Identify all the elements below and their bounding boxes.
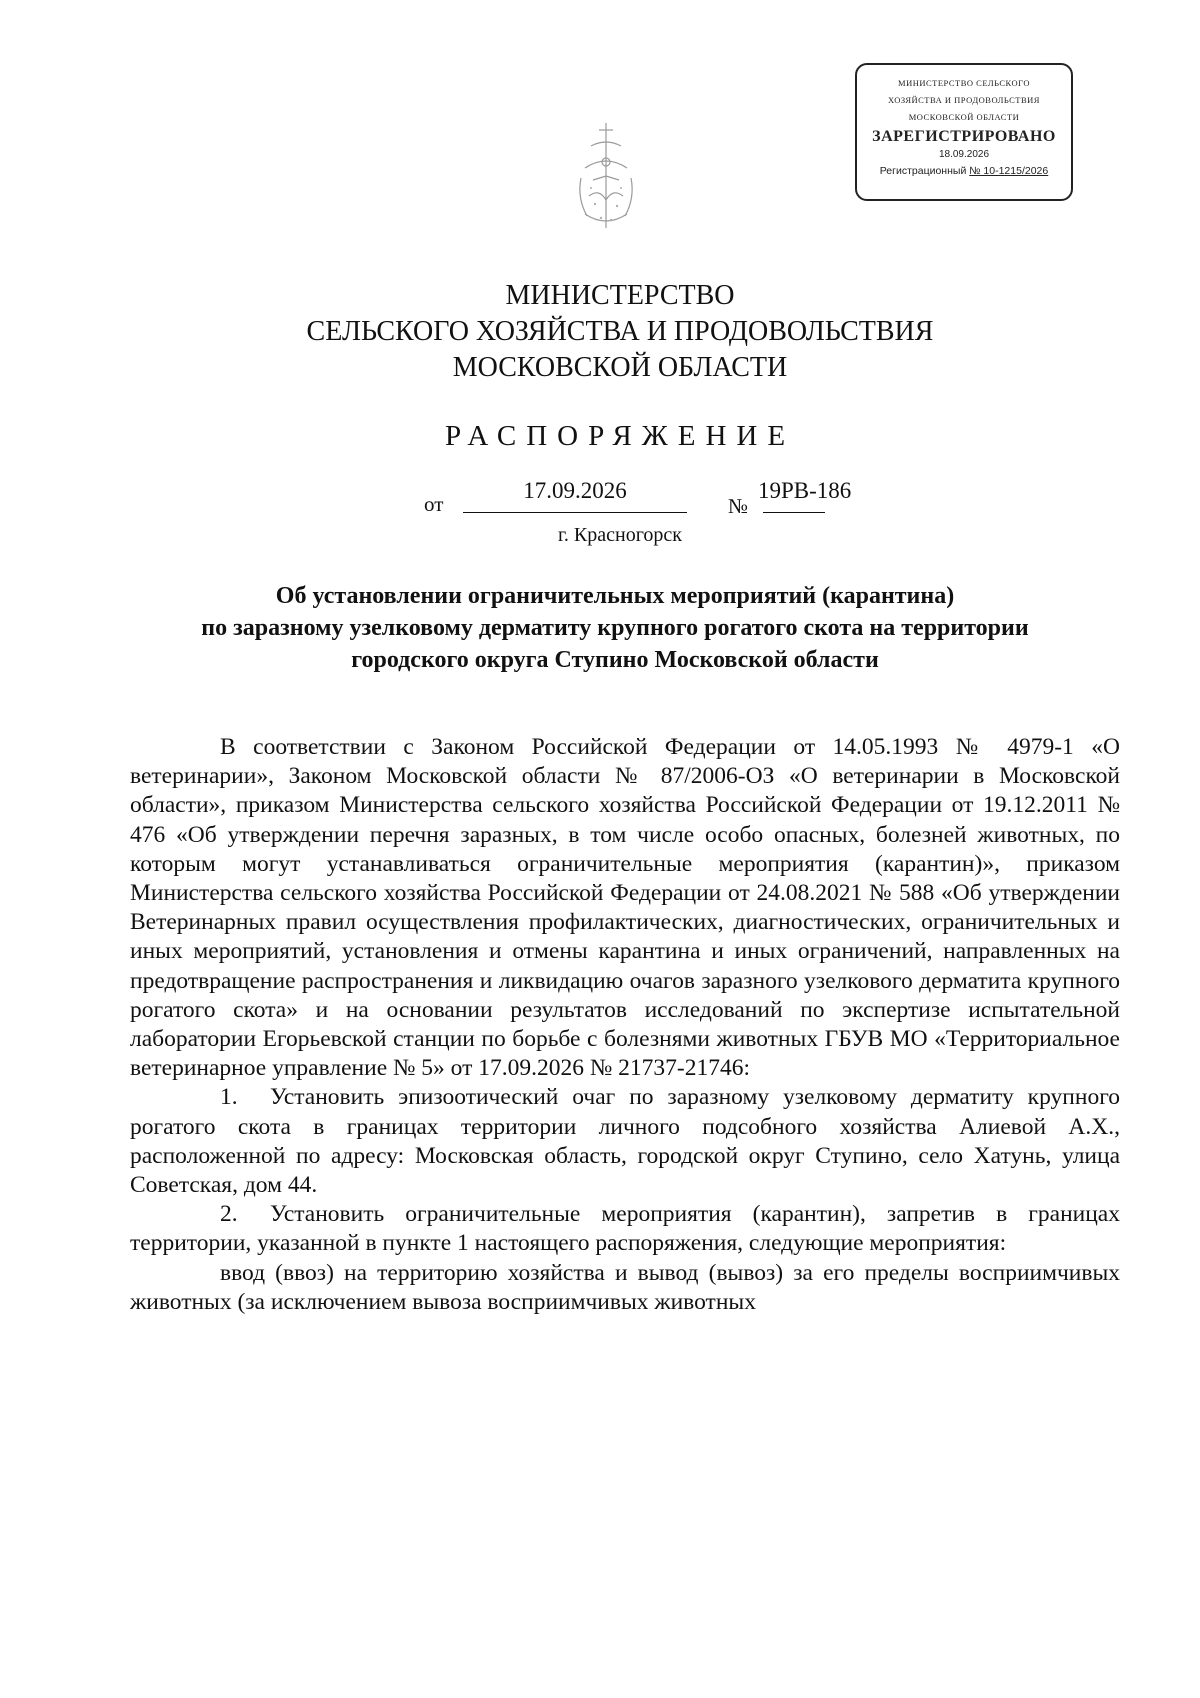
stamp-date: 18.09.2026 bbox=[938, 149, 990, 160]
subject-line: по заразному узелковому дерматиту крупного рогатого скота на территории bbox=[201, 615, 1029, 641]
subject-line: городского округа Ступино Московской области bbox=[351, 647, 879, 673]
ministry-line: МИНИСТЕРСТВО bbox=[505, 280, 735, 311]
item-2-sub-paragraph: ввод (ввоз) на территорию хозяйства и вывод (вывоз) за его пределы восприимчивых животных (за исключением вывоза восприимчивых животных bbox=[130, 1259, 1120, 1315]
item-text: Установить эпизоотический очаг по заразному узелковому дерматиту крупного рогатого скота в границах территории личного подсобного хозяйства Алиевой А.Х., расположенной по адресу: Московская область, городской округ Ступино, село Хатунь, улица Советская, дом 44. bbox=[130, 1084, 1120, 1199]
stamp-reg-number: № 10-1215/2026 bbox=[969, 165, 1049, 177]
document-number: 19РВ-186 bbox=[758, 478, 852, 503]
ministry-line: МОСКОВСКОЙ ОБЛАСТИ bbox=[452, 352, 788, 383]
item-2-paragraph bbox=[130, 1200, 1120, 1258]
number-underline bbox=[763, 512, 825, 513]
date-number-row bbox=[0, 478, 1200, 518]
document-subject bbox=[130, 580, 1100, 676]
item-1-paragraph bbox=[130, 1083, 1120, 1200]
document-type-title: РАСПОРЯЖЕНИЕ bbox=[444, 420, 796, 452]
stamp-organization bbox=[857, 75, 1071, 126]
stamp-org-line: ХОЗЯЙСТВА И ПРОДОВОЛЬСТВИЯ bbox=[888, 95, 1040, 105]
item-number: 1. bbox=[220, 1084, 238, 1111]
item-number: 2. bbox=[220, 1201, 238, 1228]
city: г. Красногорск bbox=[557, 524, 683, 546]
coat-of-arms-icon bbox=[571, 118, 641, 238]
ministry-line: СЕЛЬСКОГО ХОЗЯЙСТВА И ПРОДОВОЛЬСТВИЯ bbox=[306, 316, 934, 347]
document-body bbox=[130, 733, 1120, 1317]
item-text: Установить ограничительные мероприятия (карантин), запретив в границах территории, указанной в пункте 1 настоящего распоряжения, следующие мероприятия: bbox=[130, 1201, 1120, 1257]
number-label: № bbox=[728, 494, 749, 518]
subject-line: Об установлении ограничительных мероприятий (карантина) bbox=[275, 583, 955, 609]
stamp-status: ЗАРЕГИСТРИРОВАНО bbox=[872, 128, 1056, 145]
stamp-reg-label: Регистрационный bbox=[879, 165, 967, 177]
preamble-paragraph: В соответствии с Законом Российской Федерации от 14.05.1993 № 4979-1 «О ветеринарии», Законом Московской области № 87/2006-ОЗ «О ветеринарии в Московской области», приказом Министерства сельского хозяйства Российской Федерации от 19.12.2011 № 476 «Об утверждении перечня заразных, в том числе особо опасных, болезней животных, по которым могут устанавливаться ограничительные мероприятия (карантин)», приказом Министерства сельского хозяйства Российской Федерации от 24.08.2021 № 588 «Об утверждении Ветеринарных правил осуществления профилактических, диагностических, ограничительных и иных мероприятий, установления и отмены карантина и иных ограничений, направленных на предотвращение распространения и ликвидацию очагов заразного узелкового дерматита крупного рогатого скота» и на основании результатов исследований по экспертизе испытательной лаборатории Егорьевской станции по борьбе с болезнями животных ГБУВ МО «Территориальное ветеринарное управление № 5» от 17.09.2026 № 21737-21746: bbox=[130, 734, 1120, 1082]
document-date: 17.09.2026 bbox=[523, 478, 627, 503]
ministry-header bbox=[200, 278, 1040, 386]
stamp-org-line: МОСКОВСКОЙ ОБЛАСТИ bbox=[908, 112, 1020, 122]
stamp-org-line: МИНИСТЕРСТВО СЕЛЬСКОГО bbox=[898, 78, 1030, 88]
date-underline bbox=[463, 512, 687, 513]
stamp-registration-number bbox=[857, 165, 1071, 177]
from-label: от bbox=[424, 492, 444, 516]
registration-stamp bbox=[855, 63, 1073, 201]
